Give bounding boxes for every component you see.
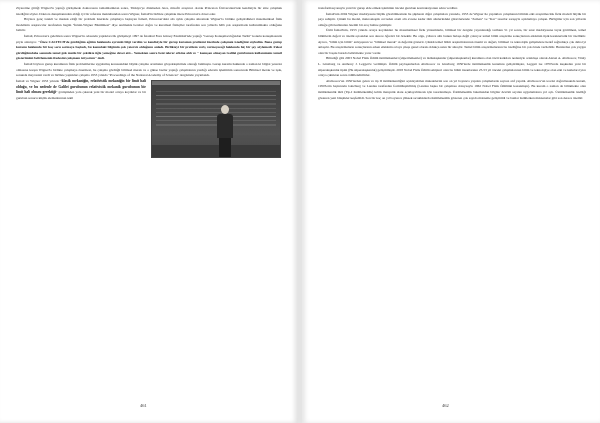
lecture-photo [151, 80, 281, 158]
caption-intro: İsmail ve Wigner 1953 yılında " [16, 79, 62, 84]
left-page-number: 461 [140, 403, 147, 408]
right-paragraph-4: Bilindiği gibi 2003 Nobel Fizik Ödülü üstüiletkenleri (süperiletkenler) ve üstüakışkanlar (süperakışkanlar) kuramına olan öncü katkıları nedeniyle ortaklaşa olarak Alexei A. Abrikosov, Vitaly L. Ginzburg ve Anthony J. Leggett'e verilmişti. Ödülü paylaşanlardan Abrikosov ve Ginzburg 1950'lerde üstüiletkenlik kuramını geliştirmişler, Leggett ise 1970'lerde kuşkudan yeni bir süperakışkanlık tipini (He süperakışkanlık) geliştirmiştir. 2003 Nobel Fizik Ödülü sahipleri olan bu bilim insanlarının 25-53 yıl önceki çalışmalarının bilim ve teknolojiye olan etki ve katkıları iyice ortaya çıktıktan sonra ödüllendirilirler. [318, 56, 586, 78]
figure-block [16, 79, 282, 158]
lecturer-legs [219, 138, 231, 157]
caption-bold: klasik mekaniğin, relativistik mekaniğin bir limit hali olduğu, ve bu nedenle de Galilei gurubunun relativistik mekanik gurubunun bir limit hali olması gerektiği [16, 79, 147, 95]
lecturer-head [221, 105, 229, 114]
left-paragraph-4: İsmail böylece gurup kuramının fizik problemlerine uygulamış konusundaki büyük çalışma ortamının gösyekleştirmek olanağı bulmuştu. Gurup kuramı hakkında o zaman ki bilgisi yetersiz olmasına karşın Wigner'la birlikte çalışmaya önermesi, bu çalışma gördüğü bilimsel merak ve o günse bazlar yaptığı çalışmaların yazdığı edersin işlemimin sonucunda Bilimsel merak ve işde, sonunda meyvesini verdi ve birlikte yaptıkları çalışma 1953 yılında "Proceedings of the National Academy of Sciences" dergisinde yayınlandı. [16, 61, 282, 78]
right-paragraph-3: Ünlü İsmail'nin, 1953 yılında ortaya koydukları bu matematiksel fizik yöntemlerin, bilimsel bir dergide yayınlandığı tarihten 51 yıl sonra, bir sınır madalyasına layık görülmesi, temel bilimlerin değeri ve önemi açısından son derece öğretici bir örnektir. Bu olgu, yıllarca alttı bunun bulaşa değil çılarıyor temel bilim araştırma sonuçlarının etkisinin tipik karakteristik bir özelliktir. Ayrıca, "bilim için bilim" anlayışının ve "bilimsel merak" ın değerini gösterir. Çünkü temel bilim araştırmalarının önemi ve değeri, bilimsel ve teknolojik gelişmelere hedef sağladıkça çok daha iyi anlaşılır. Bu araştırmaların sonuçlarının erken etkisinin ortaya çıkışı genel olarak oldukça uzun bir süreçtir. Temel bilim araştırmalarının bu özelliğine bir çok örnek verilebilir. Bunlardan çok yaygın olan bir başını burada belirtmekte yarar vardır. [318, 28, 586, 55]
left-page-text [16, 6, 282, 158]
wigner-quote: "Önce CALTECH'de gördüğüm eğitim hakkında ayrıntılı bilgi verdim ve kendisiyle bir gurup kuramın problemi üzerinde çalışmak istediğimi söyledim. Bana gurup kuramı hakkında bir kaç soru sormaya başladı, bu konudaki bilgimin çok yetersiz olduğunu anladı. Birlikteyi bir problem veriş vermeyeceği hakkında hiç bir şey söylemedi. Fakat gördüğümdaha sonunda temel gök mutlu bir çektikte üğle yemeğine davet etti... Yemekten sonra beni tekrar ofisine aldı ve " konuşan olmayan Galilei gurubunun kullanımımı temsil gösterimimi belirlemenin ifadesini çalışmanı istiyorum" dedi. [16, 39, 282, 61]
right-page-text [318, 6, 586, 101]
left-paragraph-3-start: İsmail, Princeton'a gelebilen sonra Wigner'in odasında yaptıkları ilk görüşmeyi 1997 de İstanbul Feza Gürsey Enstitüsü'nde yaptığı "Garsep Konuşmacılığından Tarihi" konulu konuşmasında şöyle anlatıyor. [16, 33, 282, 44]
left-page [0, 0, 298, 423]
left-paragraph-3 [16, 34, 282, 62]
left-paragraph-2: Böylece genç istekli ve meslek ettiği bir problem üzerinde çalışmaya başlayan İsmail, Princeton'daki altı aylık çalışma süresinde Wigner'la birlikte geliştirdikleri matematiksel fizik modelinin araştırıcılar tarafından bugün "İnönü-Wigner Büzülmesi" diye anılmakla beraber doğru ve kuramsal fizikçiler tarafından son yıllarda hâlâ çok araştırmada kullanılmakta olduğunu belirtir. [16, 17, 282, 33]
right-page [302, 0, 600, 423]
caption-end: " görüşünden yola çıkarak yeni bir model ortaya koydular ve bir gurubun sonucu küçük elemanlarının tekil [16, 90, 146, 100]
figure-side-text [16, 79, 146, 158]
right-paragraph-1: transformasyonuyla yeni bir gurup elde etmek işleminin önceki gurubun kontraksiyonun adını verdiler. [318, 6, 458, 10]
right-paragraph-5: Abrikosov'un 1950'lerden gelen ve tip II üstüiletkenliğini açıklayabilen makalelerini son on yıl boyunca yapılan çalışmalarda sayısız atıf yapıldı. Abrikosov'un teorisi doğrultusunda kuram, 1950'lerin başlarında Ginzburg ve Landau tarafından formülleştirilmiş (Landau başka bir çalışması dolayısıyla 1962 Nobel Fizik Ödülünü kazanmıştı). Bu kuram o zaman da bilinmekte olan üstüiletkenlik türü (Tip-I üstüiletkenlik) kritik manyetik alanı açıklayabilecek için tasarlanmıştı. Üstüiletkenlik bakımından bilgiler devrim sayılan uygulamalara yol açtı. Üstüiletkenlik özelliği gösteren yeni bileşikler keşfedildi. Son bir kaç on yıl boyunca yüksek sıcaklıklarda üstüiletkenlik gösteren çok sayıda malzeme geliştirildi ve bunlar üstüiletken mıknatıslar gibi son derece önemli [318, 78, 586, 100]
lecturer-torso [217, 114, 233, 138]
right-page-number: 462 [442, 403, 449, 408]
right-paragraph-2: İsmail'nin 2004 Wigner madalyasını büyük görebilmesinde bu şüphesiz diğer çalışmaları yanında, 1953 de Wigner ile yaptıkları çalışmanın bilimin etki araştırmacılık fizik modeli büyük bir payı sahiptir. Çünkü bu model, makroskopik cevreden atom altı evrene kadar tüm ailelerindeki gürevleriende "Zaman" ve "Kar" tasarlar sarışıyla açıklamaya çalışan. Birligüler için son yıllarda olduğu gibi kullanılan önemli bir araç haline gelmiştir. [318, 11, 586, 27]
lecturer-figure [216, 105, 234, 157]
left-paragraph-1: Ziyaretine gittiği Wigner'la yaptığı görüşmede doktorasını tamamladıktan sonra, Türkiye'ye dönmeden önce, misafir araştırıcı olarak Princeton Üniversitesi'nde kendisiyle bir süre çalışmak istediğini söyler. Doktora danışmanından aldığı iyi bir referans mektubundan sonra Wigner, İsmail'in birlikte çalışmak üzere Princeton'a davet eder. [16, 6, 282, 16]
